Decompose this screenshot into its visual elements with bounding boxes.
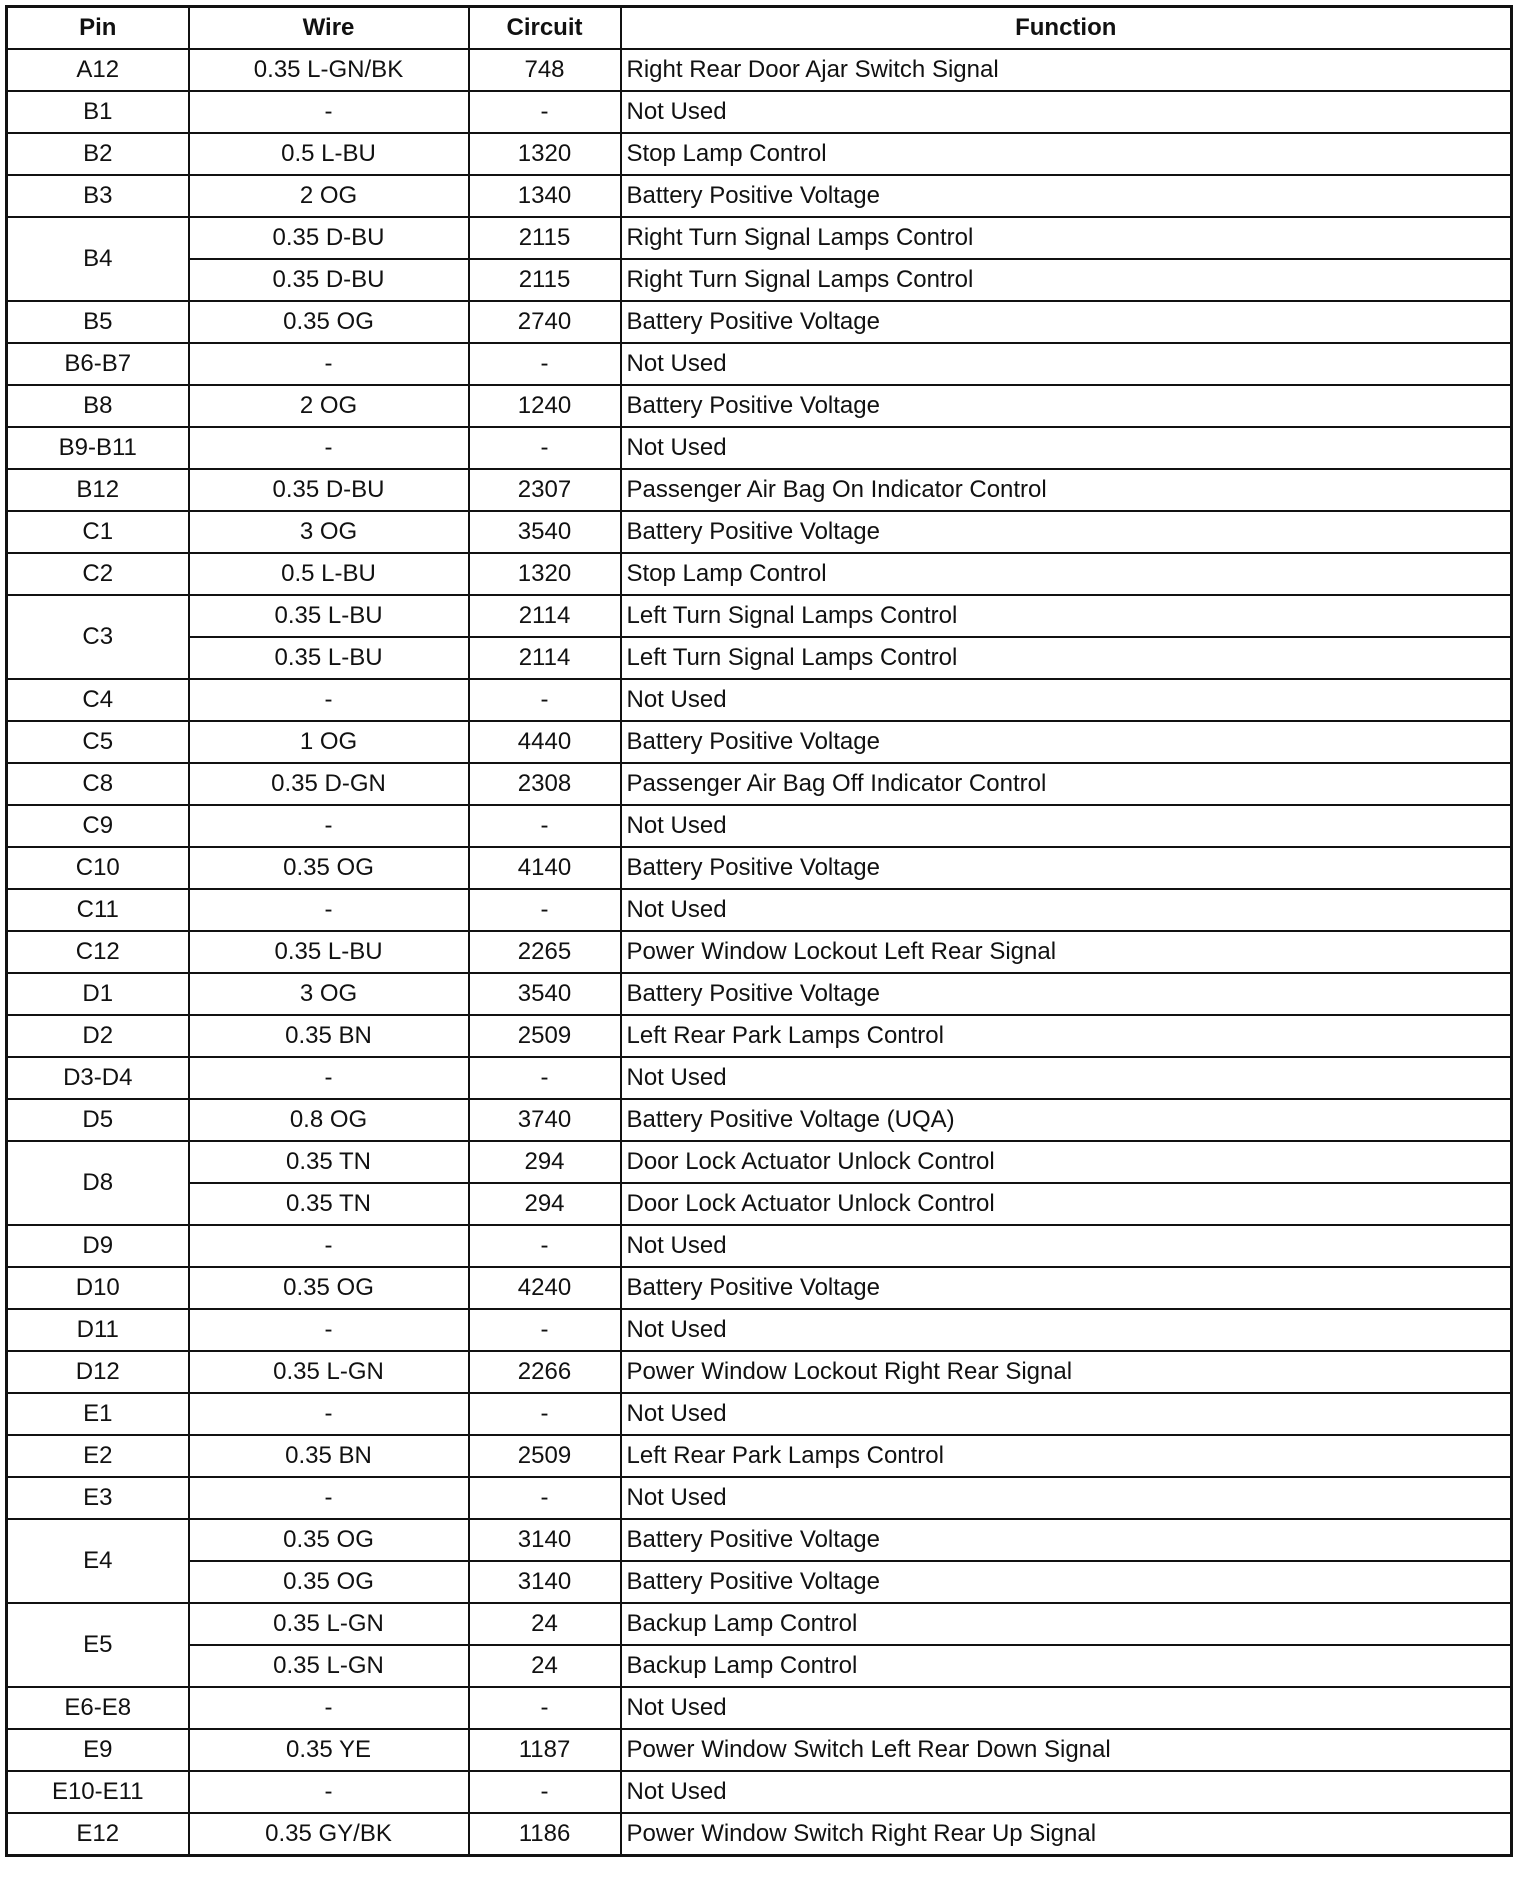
- wire-cell: -: [189, 1309, 469, 1351]
- pin-cell: E3: [7, 1477, 189, 1519]
- circuit-cell: 2115: [469, 217, 621, 259]
- function-cell: Not Used: [621, 1057, 1512, 1099]
- function-cell: Backup Lamp Control: [621, 1603, 1512, 1645]
- circuit-cell: -: [469, 889, 621, 931]
- pin-cell: D5: [7, 1099, 189, 1141]
- table-row: [7, 1099, 1512, 1141]
- wire-cell: 0.35 BN: [189, 1015, 469, 1057]
- circuit-cell: -: [469, 805, 621, 847]
- function-cell: Not Used: [621, 1771, 1512, 1813]
- wire-cell: 0.35 OG: [189, 1519, 469, 1561]
- pin-cell: B8: [7, 385, 189, 427]
- table-row: [7, 1183, 1512, 1225]
- wire-cell: -: [189, 1771, 469, 1813]
- circuit-cell: -: [469, 1057, 621, 1099]
- function-cell: Not Used: [621, 679, 1512, 721]
- circuit-cell: 2265: [469, 931, 621, 973]
- wire-cell: 0.35 L-GN/BK: [189, 49, 469, 91]
- table-row: [7, 931, 1512, 973]
- circuit-cell: 1320: [469, 553, 621, 595]
- pin-cell: E9: [7, 1729, 189, 1771]
- function-cell: Battery Positive Voltage: [621, 973, 1512, 1015]
- pin-cell: C12: [7, 931, 189, 973]
- table-row: [7, 1813, 1512, 1856]
- pin-cell: A12: [7, 49, 189, 91]
- circuit-cell: -: [469, 427, 621, 469]
- circuit-cell: 2509: [469, 1015, 621, 1057]
- table-row: [7, 301, 1512, 343]
- circuit-cell: 3140: [469, 1519, 621, 1561]
- table-row: [7, 91, 1512, 133]
- wire-cell: -: [189, 1057, 469, 1099]
- circuit-cell: 294: [469, 1141, 621, 1183]
- table-row: [7, 1309, 1512, 1351]
- pin-cell: C11: [7, 889, 189, 931]
- table-row: [7, 847, 1512, 889]
- pin-cell: C1: [7, 511, 189, 553]
- function-cell: Battery Positive Voltage: [621, 1561, 1512, 1603]
- function-cell: Not Used: [621, 1477, 1512, 1519]
- function-cell: Door Lock Actuator Unlock Control: [621, 1141, 1512, 1183]
- circuit-cell: -: [469, 1393, 621, 1435]
- pin-cell: C8: [7, 763, 189, 805]
- wire-cell: 0.35 D-GN: [189, 763, 469, 805]
- connector-pinout-table: [5, 5, 1513, 1857]
- table-row: [7, 427, 1512, 469]
- table-row: [7, 805, 1512, 847]
- header-function: Function: [621, 7, 1512, 50]
- table-row: [7, 1141, 1512, 1183]
- table-row: [7, 1729, 1512, 1771]
- function-cell: Not Used: [621, 889, 1512, 931]
- wire-cell: 0.8 OG: [189, 1099, 469, 1141]
- header-row: [7, 7, 1512, 50]
- pin-cell: C9: [7, 805, 189, 847]
- wire-cell: 3 OG: [189, 511, 469, 553]
- pin-cell: C10: [7, 847, 189, 889]
- wire-cell: 0.5 L-BU: [189, 133, 469, 175]
- circuit-cell: 1187: [469, 1729, 621, 1771]
- wire-cell: 0.35 L-BU: [189, 931, 469, 973]
- pin-cell: B1: [7, 91, 189, 133]
- table-row: [7, 1267, 1512, 1309]
- pin-cell: D1: [7, 973, 189, 1015]
- circuit-cell: 1186: [469, 1813, 621, 1856]
- wire-cell: -: [189, 1687, 469, 1729]
- circuit-cell: 2266: [469, 1351, 621, 1393]
- pin-cell: C2: [7, 553, 189, 595]
- pin-cell: C3: [7, 595, 189, 679]
- table-row: [7, 973, 1512, 1015]
- circuit-cell: 4440: [469, 721, 621, 763]
- wire-cell: -: [189, 1225, 469, 1267]
- table-row: [7, 175, 1512, 217]
- circuit-cell: 2114: [469, 637, 621, 679]
- header-pin: Pin: [7, 7, 189, 50]
- function-cell: Passenger Air Bag On Indicator Control: [621, 469, 1512, 511]
- table-row: [7, 217, 1512, 259]
- pin-cell: B4: [7, 217, 189, 301]
- wire-cell: 0.35 OG: [189, 1267, 469, 1309]
- wire-cell: 0.35 OG: [189, 847, 469, 889]
- circuit-cell: -: [469, 1477, 621, 1519]
- pin-cell: D9: [7, 1225, 189, 1267]
- table-row: [7, 1771, 1512, 1813]
- function-cell: Right Turn Signal Lamps Control: [621, 217, 1512, 259]
- pin-cell: B6-B7: [7, 343, 189, 385]
- circuit-cell: 1240: [469, 385, 621, 427]
- table-row: [7, 1225, 1512, 1267]
- wire-cell: -: [189, 427, 469, 469]
- circuit-cell: 1320: [469, 133, 621, 175]
- pin-cell: D2: [7, 1015, 189, 1057]
- wire-cell: 0.35 L-GN: [189, 1351, 469, 1393]
- circuit-cell: 294: [469, 1183, 621, 1225]
- function-cell: Battery Positive Voltage: [621, 511, 1512, 553]
- table-row: [7, 1435, 1512, 1477]
- circuit-cell: 1340: [469, 175, 621, 217]
- circuit-cell: -: [469, 343, 621, 385]
- circuit-cell: 3540: [469, 511, 621, 553]
- pin-cell: D10: [7, 1267, 189, 1309]
- function-cell: Not Used: [621, 1309, 1512, 1351]
- pin-cell: D3-D4: [7, 1057, 189, 1099]
- wire-cell: -: [189, 679, 469, 721]
- function-cell: Stop Lamp Control: [621, 553, 1512, 595]
- circuit-cell: 2115: [469, 259, 621, 301]
- function-cell: Power Window Switch Left Rear Down Signal: [621, 1729, 1512, 1771]
- pin-cell: B9-B11: [7, 427, 189, 469]
- function-cell: Not Used: [621, 343, 1512, 385]
- wire-cell: 0.5 L-BU: [189, 553, 469, 595]
- wire-cell: -: [189, 805, 469, 847]
- pin-cell: E5: [7, 1603, 189, 1687]
- table-row: [7, 1477, 1512, 1519]
- table-row: [7, 469, 1512, 511]
- circuit-cell: 3140: [469, 1561, 621, 1603]
- wire-cell: 0.35 BN: [189, 1435, 469, 1477]
- function-cell: Battery Positive Voltage: [621, 175, 1512, 217]
- wire-cell: -: [189, 343, 469, 385]
- function-cell: Battery Positive Voltage (UQA): [621, 1099, 1512, 1141]
- table-row: [7, 385, 1512, 427]
- header-wire: Wire: [189, 7, 469, 50]
- function-cell: Right Turn Signal Lamps Control: [621, 259, 1512, 301]
- circuit-cell: 24: [469, 1603, 621, 1645]
- wire-cell: 0.35 L-GN: [189, 1603, 469, 1645]
- pin-cell: B3: [7, 175, 189, 217]
- circuit-cell: 748: [469, 49, 621, 91]
- function-cell: Backup Lamp Control: [621, 1645, 1512, 1687]
- table-row: [7, 1351, 1512, 1393]
- table-row: [7, 763, 1512, 805]
- circuit-cell: 2740: [469, 301, 621, 343]
- wire-cell: 0.35 TN: [189, 1141, 469, 1183]
- circuit-cell: 2308: [469, 763, 621, 805]
- wire-cell: 2 OG: [189, 385, 469, 427]
- function-cell: Battery Positive Voltage: [621, 1519, 1512, 1561]
- function-cell: Not Used: [621, 1225, 1512, 1267]
- table-row: [7, 553, 1512, 595]
- function-cell: Not Used: [621, 91, 1512, 133]
- table-row: [7, 1393, 1512, 1435]
- function-cell: Left Rear Park Lamps Control: [621, 1435, 1512, 1477]
- function-cell: Not Used: [621, 1687, 1512, 1729]
- pin-cell: E2: [7, 1435, 189, 1477]
- circuit-cell: 3540: [469, 973, 621, 1015]
- circuit-cell: 3740: [469, 1099, 621, 1141]
- function-cell: Battery Positive Voltage: [621, 1267, 1512, 1309]
- pin-cell: E10-E11: [7, 1771, 189, 1813]
- wire-cell: 2 OG: [189, 175, 469, 217]
- function-cell: Power Window Switch Right Rear Up Signal: [621, 1813, 1512, 1856]
- circuit-cell: -: [469, 679, 621, 721]
- table-row: [7, 1057, 1512, 1099]
- pin-cell: E4: [7, 1519, 189, 1603]
- function-cell: Left Rear Park Lamps Control: [621, 1015, 1512, 1057]
- wire-cell: 0.35 YE: [189, 1729, 469, 1771]
- circuit-cell: 2114: [469, 595, 621, 637]
- function-cell: Battery Positive Voltage: [621, 721, 1512, 763]
- wire-cell: 0.35 L-GN: [189, 1645, 469, 1687]
- pin-cell: D12: [7, 1351, 189, 1393]
- circuit-cell: -: [469, 1309, 621, 1351]
- table-row: [7, 343, 1512, 385]
- circuit-cell: -: [469, 1225, 621, 1267]
- function-cell: Power Window Lockout Left Rear Signal: [621, 931, 1512, 973]
- table-row: [7, 721, 1512, 763]
- wire-cell: 0.35 D-BU: [189, 259, 469, 301]
- table-row: [7, 679, 1512, 721]
- wire-cell: -: [189, 1393, 469, 1435]
- wire-cell: 1 OG: [189, 721, 469, 763]
- function-cell: Stop Lamp Control: [621, 133, 1512, 175]
- wire-cell: -: [189, 1477, 469, 1519]
- pin-cell: D8: [7, 1141, 189, 1225]
- circuit-cell: -: [469, 1687, 621, 1729]
- circuit-cell: 4240: [469, 1267, 621, 1309]
- table-row: [7, 133, 1512, 175]
- header-circuit: Circuit: [469, 7, 621, 50]
- function-cell: Battery Positive Voltage: [621, 301, 1512, 343]
- wire-cell: 0.35 L-BU: [189, 595, 469, 637]
- pin-cell: C5: [7, 721, 189, 763]
- circuit-cell: -: [469, 91, 621, 133]
- pin-cell: E6-E8: [7, 1687, 189, 1729]
- wire-cell: 0.35 GY/BK: [189, 1813, 469, 1856]
- pin-cell: E12: [7, 1813, 189, 1856]
- function-cell: Battery Positive Voltage: [621, 385, 1512, 427]
- wire-cell: 0.35 TN: [189, 1183, 469, 1225]
- wire-cell: 0.35 D-BU: [189, 469, 469, 511]
- function-cell: Left Turn Signal Lamps Control: [621, 637, 1512, 679]
- function-cell: Not Used: [621, 427, 1512, 469]
- table-row: [7, 595, 1512, 637]
- function-cell: Door Lock Actuator Unlock Control: [621, 1183, 1512, 1225]
- circuit-cell: -: [469, 1771, 621, 1813]
- circuit-cell: 24: [469, 1645, 621, 1687]
- table-row: [7, 1519, 1512, 1561]
- function-cell: Not Used: [621, 805, 1512, 847]
- pin-cell: E1: [7, 1393, 189, 1435]
- table-header: [7, 7, 1512, 50]
- wire-cell: 0.35 OG: [189, 1561, 469, 1603]
- table-row: [7, 1603, 1512, 1645]
- table-row: [7, 511, 1512, 553]
- pin-cell: B2: [7, 133, 189, 175]
- pin-cell: B5: [7, 301, 189, 343]
- circuit-cell: 2307: [469, 469, 621, 511]
- table-row: [7, 1687, 1512, 1729]
- function-cell: Battery Positive Voltage: [621, 847, 1512, 889]
- pin-cell: C4: [7, 679, 189, 721]
- wire-cell: 3 OG: [189, 973, 469, 1015]
- pin-cell: B12: [7, 469, 189, 511]
- function-cell: Passenger Air Bag Off Indicator Control: [621, 763, 1512, 805]
- function-cell: Right Rear Door Ajar Switch Signal: [621, 49, 1512, 91]
- wire-cell: 0.35 L-BU: [189, 637, 469, 679]
- table-row: [7, 1645, 1512, 1687]
- function-cell: Not Used: [621, 1393, 1512, 1435]
- table-body: [7, 49, 1512, 1856]
- table-row: [7, 259, 1512, 301]
- pin-cell: D11: [7, 1309, 189, 1351]
- function-cell: Left Turn Signal Lamps Control: [621, 595, 1512, 637]
- table-row: [7, 637, 1512, 679]
- wire-cell: -: [189, 889, 469, 931]
- table-row: [7, 49, 1512, 91]
- wire-cell: 0.35 D-BU: [189, 217, 469, 259]
- circuit-cell: 4140: [469, 847, 621, 889]
- wire-cell: 0.35 OG: [189, 301, 469, 343]
- circuit-cell: 2509: [469, 1435, 621, 1477]
- table-row: [7, 1561, 1512, 1603]
- table-row: [7, 1015, 1512, 1057]
- wire-cell: -: [189, 91, 469, 133]
- table-row: [7, 889, 1512, 931]
- function-cell: Power Window Lockout Right Rear Signal: [621, 1351, 1512, 1393]
